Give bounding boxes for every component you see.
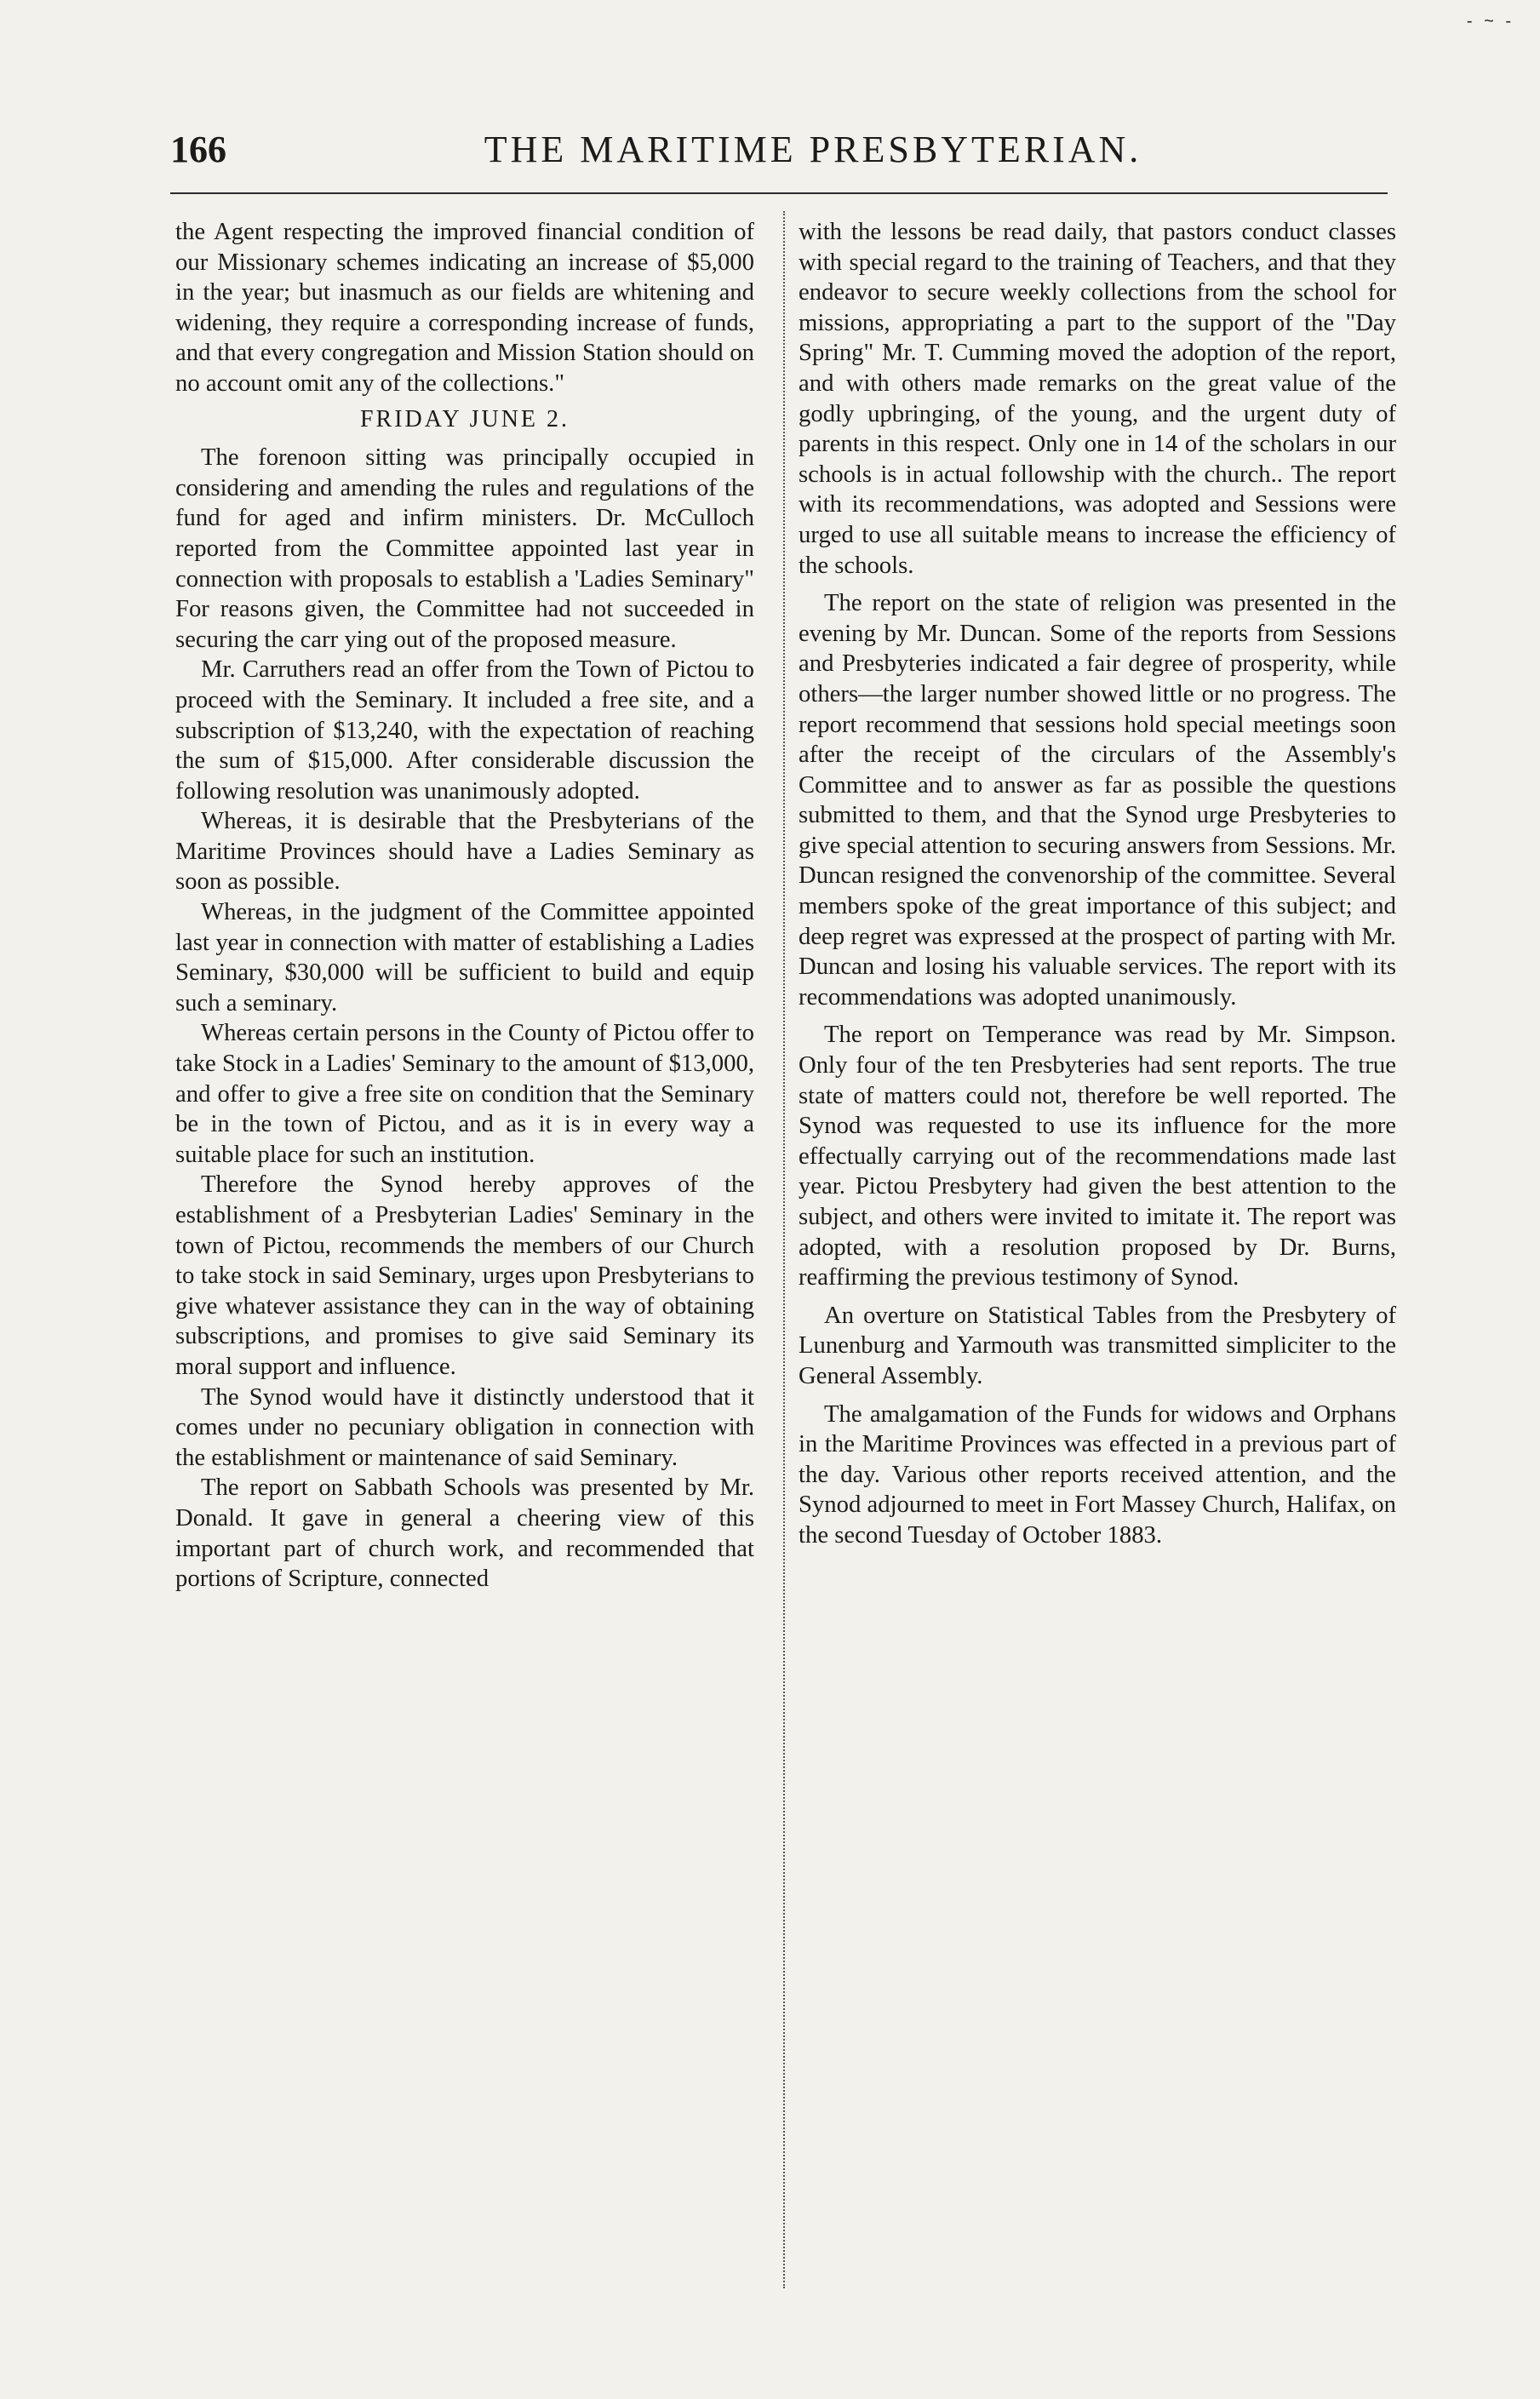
paragraph: the Agent respecting the improved financial condition of our Missionary schemes indicating an increase of $5,000 in the year; but inasmuch as our fields are whitening and widening, they require a corresponding increase of funds, and that every congregation and Mission Station should on no account omit any of the collections." <box>175 218 754 397</box>
paragraph: The amalgamation of the Funds for widows and Orphans in the Maritime Provinces was effected in a previous part of the day. Various other reports received attention, and the Synod adjourned to meet in Fort Massey Church, Halifax, on the second Tuesday of October 1883. <box>799 1400 1396 1549</box>
running-head: THE MARITIME PRESBYTERIAN. <box>484 129 1142 170</box>
paragraph: with the lessons be read daily, that pastors conduct classes with special regard to the training of Teachers, and that they endeavor to secure weekly collections from the school for missions, appropriating a part to the support of the "Day Spring" Mr. T. Cumming moved the adoption of the report, and with others made remarks on the great value of the godly upbringing, of the young, and the urgent duty of parents in this respect. Only one in 14 of the scholars in our schools is in actual followship with the church.. The report with its recommendations, was adopted and Sessions were urged to use all suitable means to increase the efficiency of the schools. <box>799 218 1396 579</box>
paragraph: The report on Sabbath Schools was presented by Mr. Donald. It gave in general a cheering view of this important part of church work, and recommended that portions of Scripture, connected <box>175 1474 754 1593</box>
paragraph: The Synod would have it distinctly understood that it comes under no pecuniary obligation in connection with the establishment or maintenance of said Seminary. <box>175 1383 754 1471</box>
paragraph: An overture on Statistical Tables from the Presbytery of Lunenburg and Yarmouth was transmitted simpliciter to the General Assembly. <box>799 1301 1396 1389</box>
paragraph: The report on the state of religion was presented in the evening by Mr. Duncan. Some of the reports from Sessions and Presbyteries indicated a fair degree of prosperity, while others—the larger number showed little or no progress. The report recommend that sessions hold special meetings soon after the receipt of the circulars of the Assembly's Committee and to answer as far as possible the questions submitted to them, and that the Synod urge Presbyteries to give special attention to securing answers from Sessions. Mr. Duncan resigned the convenorship of the committee. Several members spoke of the great importance of this subject; and deep regret was expressed at the prospect of parting with Mr. Duncan and losing his valuable services. The report with its recommendations was adopted unanimously. <box>799 589 1396 1011</box>
paragraph: The forenoon sitting was principally occupied in considering and amending the rules and regulations of the fund for aged and infirm ministers. Dr. McCulloch reported from the Committee appointed last year in connection with proposals to establish a 'Ladies Seminary" For reasons given, the Committee had not succeeded in securing the carr ying out of the proposed measure. <box>175 444 754 653</box>
left-column <box>175 217 754 1595</box>
corner-mark: - ~ - <box>1466 12 1514 31</box>
section-heading: FRIDAY JUNE 2. <box>359 405 570 432</box>
column-divider <box>783 211 786 2288</box>
paragraph: Whereas, it is desirable that the Presbyterians of the Maritime Provinces should have a Ladies Seminary as soon as possible. <box>175 807 754 896</box>
header-rule <box>170 192 1388 194</box>
page-header <box>170 128 1388 179</box>
page-number: 166 <box>170 129 226 170</box>
paragraph: The report on Temperance was read by Mr. Simpson. Only four of the ten Presbyteries had sent reports. The true state of matters could not, therefore be well reported. The Synod was requested to use its influence for the more effectually carrying out of the recommendations made last year. Pictou Presbytery had given the best attention to the subject, and others were invited to imitate it. The report was adopted, with a resolution proposed by Dr. Burns, reaffirming the previous testimony of Synod. <box>799 1021 1396 1291</box>
paragraph: Whereas, in the judgment of the Committee appointed last year in connection with matter of establishing a Ladies Seminary, $30,000 will be sufficient to build and equip such a seminary. <box>175 898 754 1016</box>
paragraph: Mr. Carruthers read an offer from the Town of Pictou to proceed with the Seminary. It included a free site, and a subscription of $13,240, with the expectation of reaching the sum of $15,000. After considerable discussion the following resolution was unanimously adopted. <box>175 656 754 804</box>
paragraph: Therefore the Synod hereby approves of the establishment of a Presbyterian Ladies' Seminary in the town of Pictou, recommends the members of our Church to take stock in said Seminary, urges upon Presbyterians to give whatever assistance they can in the way of obtaining subscriptions, and promises to give said Seminary its moral support and influence. <box>175 1171 754 1380</box>
paragraph: Whereas certain persons in the County of Pictou offer to take Stock in a Ladies' Seminary to the amount of $13,000, and offer to give a free site on condition that the Seminary be in the town of Pictou, and as it is in every way a suitable place for such an institution. <box>175 1019 754 1168</box>
right-column <box>799 217 1396 1551</box>
